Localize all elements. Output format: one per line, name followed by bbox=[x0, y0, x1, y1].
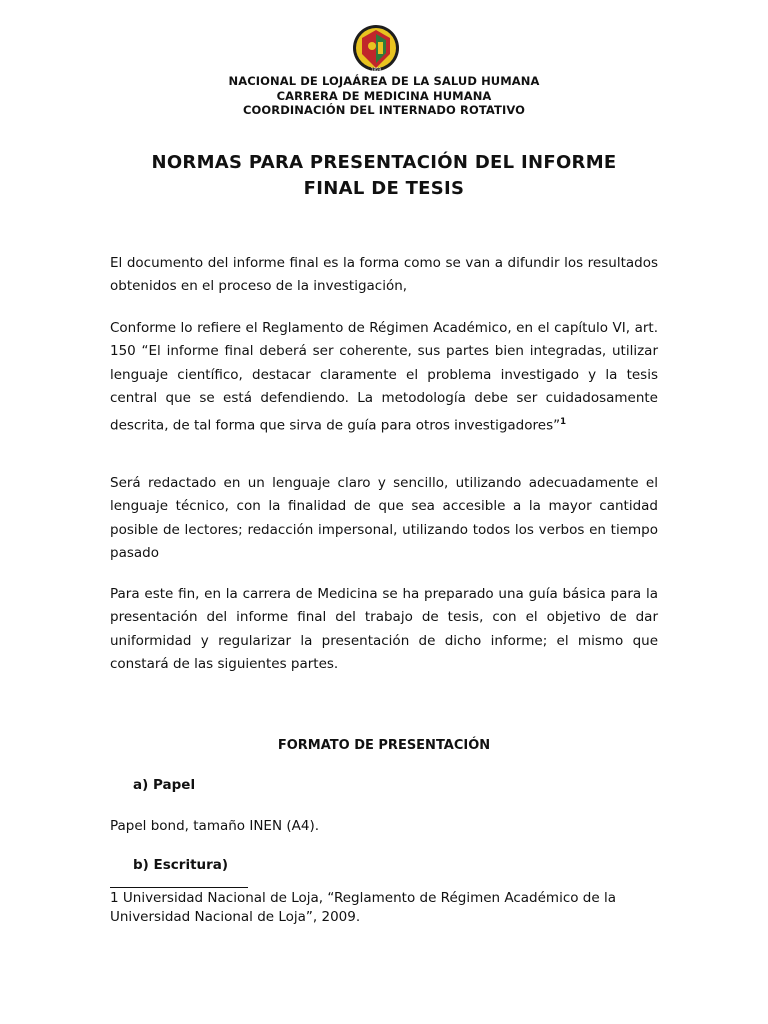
paragraph-1: El documento del informe final es la forma como se van a difundir los resultados obtenidos en el proceso de la investigación, bbox=[110, 255, 658, 295]
footnote-line-1: 1 Universidad Nacional de Loja, “Reglamento de Régimen Académico de la bbox=[110, 890, 616, 906]
logo-year: 1859 bbox=[370, 67, 382, 72]
paragraph-2 bbox=[110, 317, 658, 438]
format-section-heading: FORMATO DE PRESENTACIÓN bbox=[277, 738, 491, 753]
paper-description: Papel bond, tamaño INEN (A4). bbox=[110, 818, 320, 834]
paper-subheading: a) Papel bbox=[133, 777, 196, 793]
paragraph-3: Será redactado en un lenguaje claro y sencillo, utilizando adecuadamente el lenguaje técnico, con la finalidad de que sea accesible a la mayor cantidad posible de lectores; redacción impersonal, utilizando todos los verbos en tiempo pasado bbox=[110, 475, 658, 562]
footnote-separator bbox=[110, 887, 248, 888]
footnote-reference: 1 bbox=[560, 416, 567, 427]
university-seal-logo bbox=[352, 24, 400, 72]
header-line-2: CARRERA DE MEDICINA HUMANA bbox=[276, 89, 492, 103]
document-title-line-2: FINAL DE TESIS bbox=[303, 178, 465, 199]
footnote-line-2: Universidad Nacional de Loja”, 2009. bbox=[110, 909, 361, 925]
document-title-line-1: NORMAS PARA PRESENTACIÓN DEL INFORME bbox=[151, 152, 617, 173]
paragraph-2-text: Conforme lo refiere el Reglamento de Régimen Académico, en el capítulo VI, art. 150 “El informe final deberá ser coherente, sus partes bien integradas, utilizar lenguaje científico, destacar claramente el problema investigado y la tesis central que se está defendiendo. La metodología debe ser cuidadosamente descrita, de tal forma que sirva de guía para otros investigadores” bbox=[110, 320, 658, 434]
paragraph-4: Para este fin, en la carrera de Medicina se ha preparado una guía básica para la presentación del informe final del trabajo de tesis, con el objetivo de dar uniformidad y regularizar la presentación de dicho informe; el mismo que constará de las siguientes partes. bbox=[110, 586, 658, 673]
header-line-1: NACIONAL DE LOJAÁREA DE LA SALUD HUMANA bbox=[228, 74, 540, 88]
header-line-3: COORDINACIÓN DEL INTERNADO ROTATIVO bbox=[242, 103, 526, 117]
footnote bbox=[110, 889, 658, 927]
writing-subheading: b) Escritura) bbox=[133, 857, 229, 873]
